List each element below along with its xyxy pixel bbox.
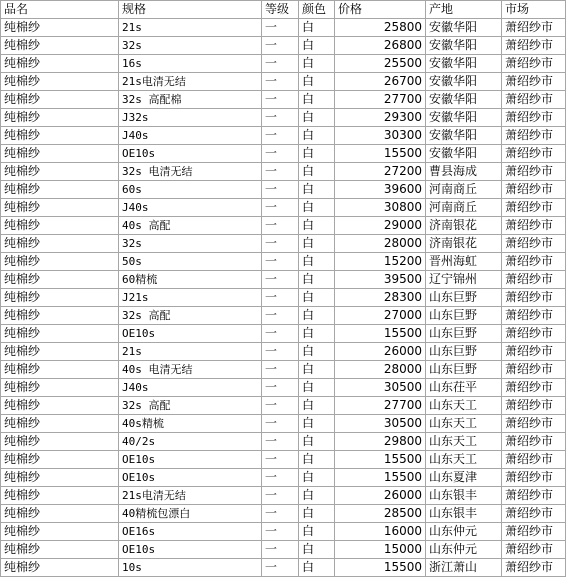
origin-cell: 山东天工 — [426, 451, 502, 469]
color-cell: 白 — [299, 145, 335, 163]
market-cell: 萧绍纱市 — [502, 361, 566, 379]
origin-cell: 浙江萧山 — [426, 559, 502, 577]
grade-cell: 一 — [262, 469, 299, 487]
spec-cell: J32s — [119, 109, 262, 127]
table-row — [1, 397, 566, 415]
color-cell: 白 — [299, 343, 335, 361]
grade-cell: 一 — [262, 73, 299, 91]
table-row — [1, 109, 566, 127]
market-cell: 萧绍纱市 — [502, 451, 566, 469]
grade-cell: 一 — [262, 55, 299, 73]
header-origin: 产地 — [426, 1, 502, 19]
price-cell: 29800 — [335, 433, 426, 451]
spec-cell: 40s 电清无结 — [119, 361, 262, 379]
product-name-cell: 纯棉纱 — [1, 37, 119, 55]
origin-cell: 山东天工 — [426, 415, 502, 433]
spec-cell: 21s电清无结 — [119, 487, 262, 505]
table-row — [1, 73, 566, 91]
market-cell: 萧绍纱市 — [502, 37, 566, 55]
table-row — [1, 541, 566, 559]
price-cell: 15000 — [335, 541, 426, 559]
market-cell: 萧绍纱市 — [502, 199, 566, 217]
table-row — [1, 433, 566, 451]
grade-cell: 一 — [262, 91, 299, 109]
product-name-cell: 纯棉纱 — [1, 145, 119, 163]
price-cell: 26000 — [335, 487, 426, 505]
table-row — [1, 199, 566, 217]
spec-cell: 40精梳包漂白 — [119, 505, 262, 523]
price-cell: 29000 — [335, 217, 426, 235]
product-name-cell: 纯棉纱 — [1, 199, 119, 217]
table-row — [1, 307, 566, 325]
market-cell: 萧绍纱市 — [502, 55, 566, 73]
table-row — [1, 415, 566, 433]
product-name-cell: 纯棉纱 — [1, 127, 119, 145]
market-cell: 萧绍纱市 — [502, 289, 566, 307]
price-cell: 27700 — [335, 91, 426, 109]
color-cell: 白 — [299, 469, 335, 487]
product-name-cell: 纯棉纱 — [1, 361, 119, 379]
color-cell: 白 — [299, 361, 335, 379]
origin-cell: 河南商丘 — [426, 199, 502, 217]
origin-cell: 山东仲元 — [426, 523, 502, 541]
grade-cell: 一 — [262, 487, 299, 505]
product-name-cell: 纯棉纱 — [1, 289, 119, 307]
grade-cell: 一 — [262, 523, 299, 541]
market-cell: 萧绍纱市 — [502, 19, 566, 37]
table-row — [1, 19, 566, 37]
product-name-cell: 纯棉纱 — [1, 181, 119, 199]
price-cell: 30500 — [335, 379, 426, 397]
spec-cell: 50s — [119, 253, 262, 271]
product-name-cell: 纯棉纱 — [1, 271, 119, 289]
market-cell: 萧绍纱市 — [502, 307, 566, 325]
price-cell: 39600 — [335, 181, 426, 199]
product-name-cell: 纯棉纱 — [1, 55, 119, 73]
table-row — [1, 361, 566, 379]
header-product-name: 品名 — [1, 1, 119, 19]
origin-cell: 济南银花 — [426, 235, 502, 253]
color-cell: 白 — [299, 505, 335, 523]
grade-cell: 一 — [262, 289, 299, 307]
color-cell: 白 — [299, 487, 335, 505]
color-cell: 白 — [299, 199, 335, 217]
market-cell: 萧绍纱市 — [502, 559, 566, 577]
origin-cell: 山东巨野 — [426, 361, 502, 379]
table-row — [1, 505, 566, 523]
spec-cell: J40s — [119, 199, 262, 217]
table-row — [1, 379, 566, 397]
spec-cell: OE10s — [119, 541, 262, 559]
spec-cell: 40s 高配 — [119, 217, 262, 235]
color-cell: 白 — [299, 415, 335, 433]
color-cell: 白 — [299, 163, 335, 181]
market-cell: 萧绍纱市 — [502, 127, 566, 145]
market-cell: 萧绍纱市 — [502, 163, 566, 181]
product-name-cell: 纯棉纱 — [1, 451, 119, 469]
origin-cell: 山东茌平 — [426, 379, 502, 397]
origin-cell: 山东银丰 — [426, 487, 502, 505]
spec-cell: 40/2s — [119, 433, 262, 451]
spec-cell: 32s 高配 — [119, 397, 262, 415]
product-name-cell: 纯棉纱 — [1, 217, 119, 235]
color-cell: 白 — [299, 91, 335, 109]
product-name-cell: 纯棉纱 — [1, 73, 119, 91]
grade-cell: 一 — [262, 451, 299, 469]
market-cell: 萧绍纱市 — [502, 217, 566, 235]
header-price: 价格 — [335, 1, 426, 19]
grade-cell: 一 — [262, 325, 299, 343]
spec-cell: OE10s — [119, 325, 262, 343]
grade-cell: 一 — [262, 253, 299, 271]
color-cell: 白 — [299, 217, 335, 235]
spec-cell: 21s — [119, 19, 262, 37]
table-row — [1, 343, 566, 361]
table-row — [1, 181, 566, 199]
table-row — [1, 271, 566, 289]
table-row — [1, 523, 566, 541]
grade-cell: 一 — [262, 433, 299, 451]
price-cell: 28500 — [335, 505, 426, 523]
market-cell: 萧绍纱市 — [502, 523, 566, 541]
origin-cell: 山东夏津 — [426, 469, 502, 487]
color-cell: 白 — [299, 37, 335, 55]
spec-cell: 10s — [119, 559, 262, 577]
color-cell: 白 — [299, 325, 335, 343]
spec-cell: 21s — [119, 343, 262, 361]
origin-cell: 安徽华阳 — [426, 109, 502, 127]
origin-cell: 山东巨野 — [426, 289, 502, 307]
market-cell: 萧绍纱市 — [502, 343, 566, 361]
table-row — [1, 127, 566, 145]
product-name-cell: 纯棉纱 — [1, 469, 119, 487]
spec-cell: 32s — [119, 235, 262, 253]
price-cell: 25500 — [335, 55, 426, 73]
price-cell: 25800 — [335, 19, 426, 37]
grade-cell: 一 — [262, 397, 299, 415]
origin-cell: 安徽华阳 — [426, 127, 502, 145]
spec-cell: 32s 高配棉 — [119, 91, 262, 109]
header-row — [1, 1, 566, 19]
grade-cell: 一 — [262, 361, 299, 379]
origin-cell: 安徽华阳 — [426, 91, 502, 109]
product-name-cell: 纯棉纱 — [1, 559, 119, 577]
color-cell: 白 — [299, 307, 335, 325]
color-cell: 白 — [299, 541, 335, 559]
spec-cell: 40s精梳 — [119, 415, 262, 433]
grade-cell: 一 — [262, 109, 299, 127]
price-cell: 15500 — [335, 559, 426, 577]
product-name-cell: 纯棉纱 — [1, 163, 119, 181]
product-name-cell: 纯棉纱 — [1, 109, 119, 127]
table-row — [1, 559, 566, 577]
price-cell: 26800 — [335, 37, 426, 55]
market-cell: 萧绍纱市 — [502, 235, 566, 253]
product-name-cell: 纯棉纱 — [1, 397, 119, 415]
market-cell: 萧绍纱市 — [502, 469, 566, 487]
price-cell: 28300 — [335, 289, 426, 307]
table-body — [1, 19, 566, 577]
grade-cell: 一 — [262, 19, 299, 37]
price-cell: 30300 — [335, 127, 426, 145]
price-cell: 15500 — [335, 469, 426, 487]
spec-cell: 60s — [119, 181, 262, 199]
origin-cell: 安徽华阳 — [426, 37, 502, 55]
color-cell: 白 — [299, 181, 335, 199]
product-name-cell: 纯棉纱 — [1, 343, 119, 361]
price-cell: 30500 — [335, 415, 426, 433]
origin-cell: 山东天工 — [426, 433, 502, 451]
header-color: 颜色 — [299, 1, 335, 19]
color-cell: 白 — [299, 73, 335, 91]
origin-cell: 山东巨野 — [426, 307, 502, 325]
market-cell: 萧绍纱市 — [502, 109, 566, 127]
origin-cell: 山东仲元 — [426, 541, 502, 559]
product-name-cell: 纯棉纱 — [1, 19, 119, 37]
origin-cell: 安徽华阳 — [426, 145, 502, 163]
spec-cell: J40s — [119, 127, 262, 145]
spec-cell: 32s 电清无结 — [119, 163, 262, 181]
origin-cell: 安徽华阳 — [426, 73, 502, 91]
price-cell: 15200 — [335, 253, 426, 271]
color-cell: 白 — [299, 433, 335, 451]
price-cell: 26000 — [335, 343, 426, 361]
grade-cell: 一 — [262, 199, 299, 217]
table-row — [1, 469, 566, 487]
market-cell: 萧绍纱市 — [502, 145, 566, 163]
color-cell: 白 — [299, 253, 335, 271]
price-cell: 27000 — [335, 307, 426, 325]
market-cell: 萧绍纱市 — [502, 487, 566, 505]
table-row — [1, 289, 566, 307]
table-row — [1, 145, 566, 163]
market-cell: 萧绍纱市 — [502, 73, 566, 91]
price-cell: 15500 — [335, 325, 426, 343]
grade-cell: 一 — [262, 379, 299, 397]
product-name-cell: 纯棉纱 — [1, 307, 119, 325]
spec-cell: 32s — [119, 37, 262, 55]
product-name-cell: 纯棉纱 — [1, 253, 119, 271]
color-cell: 白 — [299, 235, 335, 253]
grade-cell: 一 — [262, 235, 299, 253]
product-name-cell: 纯棉纱 — [1, 91, 119, 109]
color-cell: 白 — [299, 19, 335, 37]
price-cell: 27200 — [335, 163, 426, 181]
table-row — [1, 217, 566, 235]
grade-cell: 一 — [262, 541, 299, 559]
color-cell: 白 — [299, 109, 335, 127]
market-cell: 萧绍纱市 — [502, 181, 566, 199]
spec-cell: 32s 高配 — [119, 307, 262, 325]
product-name-cell: 纯棉纱 — [1, 523, 119, 541]
origin-cell: 曹县海成 — [426, 163, 502, 181]
product-name-cell: 纯棉纱 — [1, 433, 119, 451]
market-cell: 萧绍纱市 — [502, 271, 566, 289]
product-name-cell: 纯棉纱 — [1, 325, 119, 343]
price-cell: 30800 — [335, 199, 426, 217]
price-cell: 16000 — [335, 523, 426, 541]
market-cell: 萧绍纱市 — [502, 379, 566, 397]
table-row — [1, 163, 566, 181]
origin-cell: 河南商丘 — [426, 181, 502, 199]
grade-cell: 一 — [262, 307, 299, 325]
product-name-cell: 纯棉纱 — [1, 487, 119, 505]
header-market: 市场 — [502, 1, 566, 19]
grade-cell: 一 — [262, 343, 299, 361]
spec-cell: OE10s — [119, 145, 262, 163]
product-name-cell: 纯棉纱 — [1, 415, 119, 433]
origin-cell: 安徽华阳 — [426, 55, 502, 73]
grade-cell: 一 — [262, 217, 299, 235]
spec-cell: OE10s — [119, 469, 262, 487]
table-row — [1, 253, 566, 271]
price-cell: 27700 — [335, 397, 426, 415]
spec-cell: J40s — [119, 379, 262, 397]
origin-cell: 山东天工 — [426, 397, 502, 415]
table-row — [1, 37, 566, 55]
spec-cell: 60精梳 — [119, 271, 262, 289]
color-cell: 白 — [299, 55, 335, 73]
price-cell: 29300 — [335, 109, 426, 127]
header-grade: 等级 — [262, 1, 299, 19]
market-cell: 萧绍纱市 — [502, 397, 566, 415]
spec-cell: OE10s — [119, 451, 262, 469]
product-name-cell: 纯棉纱 — [1, 505, 119, 523]
color-cell: 白 — [299, 289, 335, 307]
table-row — [1, 235, 566, 253]
market-cell: 萧绍纱市 — [502, 91, 566, 109]
product-name-cell: 纯棉纱 — [1, 541, 119, 559]
grade-cell: 一 — [262, 145, 299, 163]
market-cell: 萧绍纱市 — [502, 433, 566, 451]
color-cell: 白 — [299, 271, 335, 289]
color-cell: 白 — [299, 559, 335, 577]
grade-cell: 一 — [262, 163, 299, 181]
product-name-cell: 纯棉纱 — [1, 379, 119, 397]
origin-cell: 山东银丰 — [426, 505, 502, 523]
price-cell: 39500 — [335, 271, 426, 289]
grade-cell: 一 — [262, 271, 299, 289]
table-row — [1, 325, 566, 343]
grade-cell: 一 — [262, 415, 299, 433]
table-row — [1, 55, 566, 73]
market-cell: 萧绍纱市 — [502, 415, 566, 433]
grade-cell: 一 — [262, 505, 299, 523]
table-row — [1, 451, 566, 469]
grade-cell: 一 — [262, 127, 299, 145]
color-cell: 白 — [299, 379, 335, 397]
price-cell: 15500 — [335, 451, 426, 469]
spec-cell: J21s — [119, 289, 262, 307]
origin-cell: 济南银花 — [426, 217, 502, 235]
grade-cell: 一 — [262, 37, 299, 55]
origin-cell: 山东巨野 — [426, 343, 502, 361]
color-cell: 白 — [299, 127, 335, 145]
price-cell: 26700 — [335, 73, 426, 91]
price-cell: 28000 — [335, 361, 426, 379]
grade-cell: 一 — [262, 181, 299, 199]
market-cell: 萧绍纱市 — [502, 541, 566, 559]
price-cell: 15500 — [335, 145, 426, 163]
price-cell: 28000 — [335, 235, 426, 253]
spec-cell: OE16s — [119, 523, 262, 541]
market-cell: 萧绍纱市 — [502, 505, 566, 523]
origin-cell: 辽宁锦州 — [426, 271, 502, 289]
color-cell: 白 — [299, 451, 335, 469]
market-cell: 萧绍纱市 — [502, 253, 566, 271]
grade-cell: 一 — [262, 559, 299, 577]
table-row — [1, 91, 566, 109]
color-cell: 白 — [299, 397, 335, 415]
spec-cell: 16s — [119, 55, 262, 73]
color-cell: 白 — [299, 523, 335, 541]
origin-cell: 晋州海虹 — [426, 253, 502, 271]
origin-cell: 山东巨野 — [426, 325, 502, 343]
product-name-cell: 纯棉纱 — [1, 235, 119, 253]
header-spec: 规格 — [119, 1, 262, 19]
market-cell: 萧绍纱市 — [502, 325, 566, 343]
table-row — [1, 487, 566, 505]
spec-cell: 21s电清无结 — [119, 73, 262, 91]
origin-cell: 安徽华阳 — [426, 19, 502, 37]
